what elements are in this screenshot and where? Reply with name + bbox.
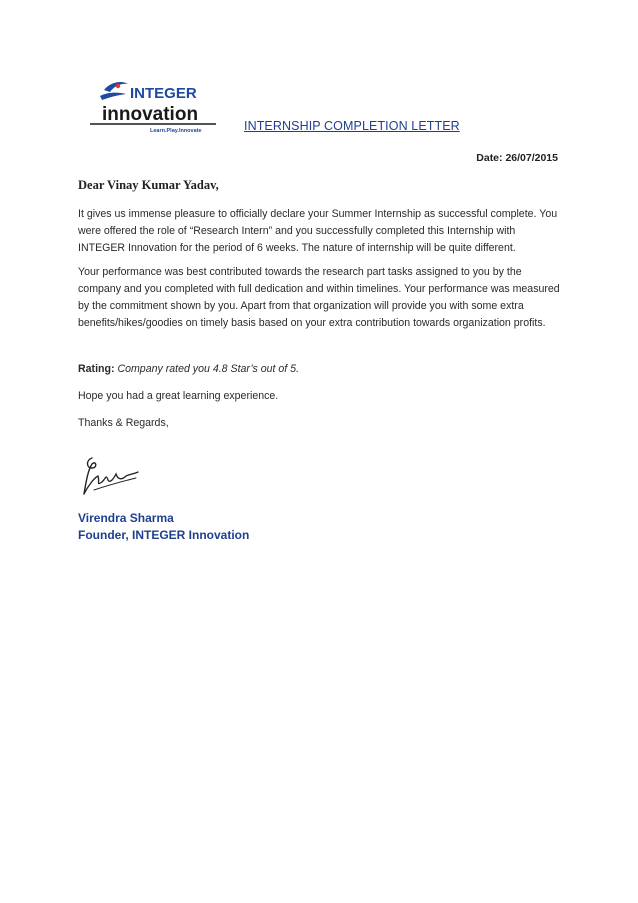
signature-image [76, 452, 146, 498]
salutation: Dear Vinay Kumar Yadav, [78, 178, 219, 192]
logo-tagline: Learn.Play.Innovate [150, 128, 202, 134]
rating-label: Rating: [78, 363, 115, 375]
rating-line [78, 363, 299, 375]
logo-line1: INTEGER [130, 85, 197, 102]
rating-value: Company rated you 4.8 Star’s out of 5. [117, 363, 300, 375]
closing-hope: Hope you had a great learning experience. [78, 390, 279, 402]
letter-date: Date: 26/07/2015 [476, 152, 558, 164]
paragraph-declaration: It gives us immense pleasure to officially declare your Summer Internship as successful complete. You were offered the role of “Research Intern” and you successfully completed this Internship with INTEGER Innovation for the period of 6 weeks. The nature of internship will be quite different. [78, 208, 558, 254]
signer-name: Virendra Sharma [78, 511, 174, 525]
closing-regards: Thanks & Regards, [78, 417, 169, 429]
logo-emblem-icon [100, 82, 128, 100]
company-logo [88, 76, 218, 134]
logo-line2: innovation [102, 104, 199, 125]
signer-role: Founder, INTEGER Innovation [78, 528, 250, 542]
letter-title: INTERNSHIP COMPLETION LETTER [244, 119, 460, 133]
paragraph-performance: Your performance was best contributed towards the research part tasks assigned to you by the company and you completed with full dedication and within timelines. Your performance was measured by the commitment shown by you. Apart from that organization will provide you with some extra benefits/hikes/goodies on timely basis based on your extra contribution towards organization profits. [78, 266, 560, 329]
